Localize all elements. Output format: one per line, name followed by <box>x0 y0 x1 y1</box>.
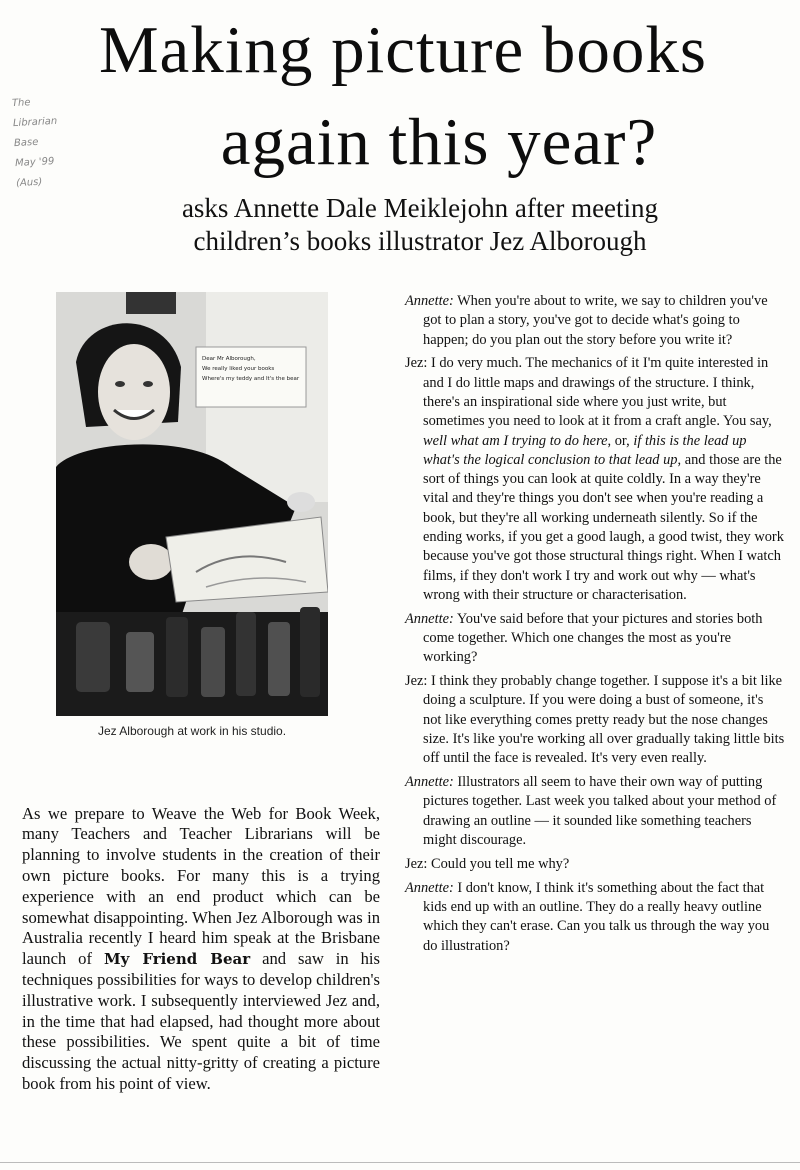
handnote-line: The <box>11 97 31 110</box>
handwritten-source-note <box>11 90 96 194</box>
interview-answer <box>405 672 785 768</box>
hand <box>129 544 173 580</box>
subtitle-line-1: asks Annette Dale Meiklejohn after meeting <box>181 193 659 223</box>
book-title: My Friend Bear <box>103 950 251 969</box>
face <box>98 344 170 440</box>
answer-text: Could you tell me why? <box>427 855 570 872</box>
photo-caption: Jez Alborough at work in his studio. <box>97 724 287 738</box>
article-title <box>0 8 800 184</box>
intro-paragraph <box>22 804 380 1095</box>
answer-text: , and those are the sort of things you can look at quite coldly. In a way they're vital and they're things you don't see when you're reading a book, but they're all working underneath silently. So if the ending works, if you get a good laugh, a good twist, they work because you've got those structural things right. When I watch films, if they don't work I try and work out why — what's wrong with their structure or characterisation. <box>423 451 784 603</box>
speaker-jez: Jez: <box>405 855 428 872</box>
paint-jar <box>126 632 154 692</box>
answer-text: I think they probably change together. I suppose it's a bit like doing a sculpture. If you were doing a bust of someone, it's not like everything comes pretty ready but the nose changes size. It's like you're working all over gradually taking little bits off until the face is revealed. It's very even really. <box>423 673 785 767</box>
answer-text: I do very much. The mechanics of it I'm quite interested in and I do little maps and drawings of the structure. I think, there's an inspirational side where you just write, but sometimes you need to look at it from a craft angle. You say, <box>423 355 772 430</box>
interview-question <box>405 610 785 668</box>
speaker-annette: Annette: <box>405 293 454 309</box>
question-text: I don't know, I think it's something about the fact that kids end up with an outline. They do a really heavy outline which they can't erase. Can you talk us through the way you do illustration? <box>423 879 770 954</box>
page-bottom-rule <box>0 1162 800 1163</box>
letter-line: Dear Mr Alborough, <box>202 356 256 362</box>
letter-line: We really liked your books <box>202 366 275 372</box>
question-text: Illustrators all seem to have their own way of putting pictures together. Last week you talked about your method of drawing an outline — it sounded like something teachers might discourage. <box>423 774 777 849</box>
wall-item <box>126 292 176 314</box>
interview-question <box>405 773 785 850</box>
ink-bottle <box>166 617 188 697</box>
studio-photo <box>56 292 328 716</box>
intro-text-before: As we prepare to Weave the Web for Book Week, many Teachers and Teacher Librarians will be planning to involve students in the creation of their own picture books. For many this is a trying experience with an end product which can be somewhat disappointing. When Jez Alborough was in Australia recently I heard him speak at the Brisbane launch of <box>22 803 380 969</box>
ink-bottle <box>268 622 290 696</box>
speaker-annette: Annette: <box>405 879 454 896</box>
interview-column <box>405 292 785 960</box>
interview-question <box>405 292 785 350</box>
ink-bottle <box>201 627 225 697</box>
ink-bottle <box>300 607 320 697</box>
studio-photo-illustration <box>56 292 328 716</box>
speaker-jez: Jez: <box>405 355 428 372</box>
ink-bottle <box>236 612 256 696</box>
handnote-line: May '99 <box>14 156 55 170</box>
article-title-line-2: again this year? <box>220 105 658 179</box>
eye <box>115 381 125 387</box>
article-title-line-1: Making picture books <box>98 13 708 87</box>
answer-italic: if this is the lead up what's the logical conclusion to that lead up <box>423 432 747 468</box>
interview-answer <box>405 855 785 874</box>
article-subtitle <box>80 192 760 258</box>
interview-answer <box>405 354 785 605</box>
handnote-line: Librarian <box>12 115 58 130</box>
letter-line: Where's my teddy and It's the bear <box>202 376 300 382</box>
answer-italic: well what am I trying to do here <box>423 432 608 449</box>
question-text: When you're about to write, we say to children you've got to plan a story, you've got to decide what's going to happen; do you plan out the story before you write it? <box>423 293 768 348</box>
hand <box>287 492 315 512</box>
speaker-jez: Jez: <box>405 673 428 690</box>
speaker-annette: Annette: <box>405 774 454 791</box>
question-text: You've said before that your pictures and stories both come together. Which one changes the most as you're working? <box>423 610 763 666</box>
subtitle-line-2: children’s books illustrator Jez Alborough <box>193 226 647 256</box>
eye <box>143 381 153 387</box>
handnote-line: Base <box>13 136 39 150</box>
handnote-line: (Aus) <box>15 176 43 190</box>
answer-text: , or, <box>607 432 634 449</box>
speaker-annette: Annette: <box>405 610 454 627</box>
intro-text-after: and saw in his techniques possibilities for ways to develop children's illustrative work. I subsequently interviewed Jez and, in the time that had elapsed, had thought more about these possibilities. We spent quite a bit of time discussing the actual nitty-gritty of creating a picture book from his point of view. <box>22 949 380 1093</box>
paint-jar <box>76 622 110 692</box>
interview-question <box>405 879 785 956</box>
